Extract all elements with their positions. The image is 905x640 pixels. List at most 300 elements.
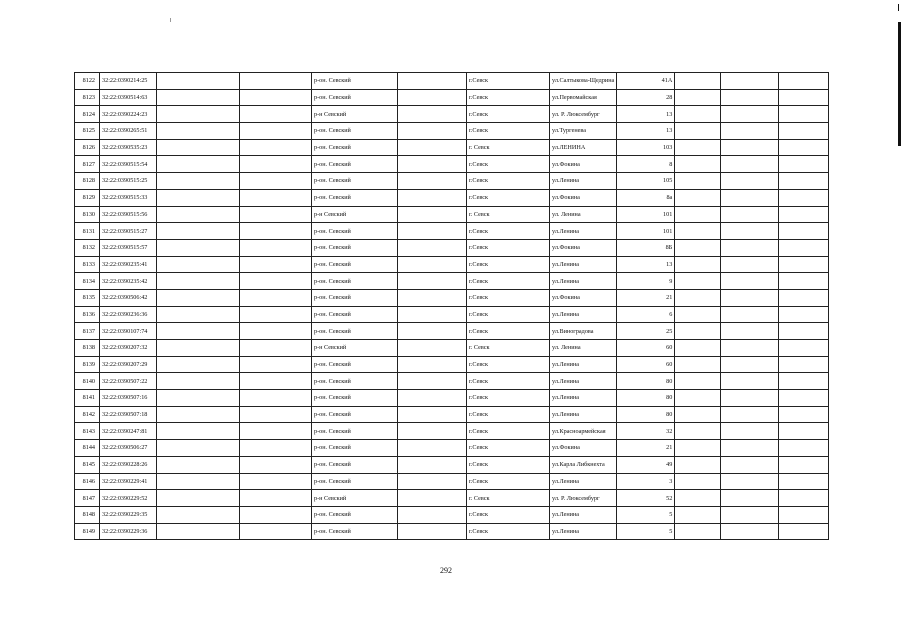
street-cell: ул.Ленина: [550, 273, 617, 290]
table-row: [75, 456, 829, 473]
empty-cell: [721, 373, 779, 390]
empty-cell: [779, 473, 829, 490]
empty-cell: [240, 473, 312, 490]
empty-cell: [398, 490, 467, 507]
empty-cell: [721, 173, 779, 190]
empty-cell: [779, 139, 829, 156]
empty-cell: [157, 373, 240, 390]
district-cell: р-он. Севский: [312, 323, 398, 340]
empty-cell: [675, 223, 721, 240]
empty-cell: [779, 73, 829, 90]
district-cell: р-он. Севский: [312, 139, 398, 156]
table-row: [75, 189, 829, 206]
empty-cell: [779, 406, 829, 423]
table-row: [75, 423, 829, 440]
table-row: [75, 173, 829, 190]
empty-cell: [240, 306, 312, 323]
district-cell: р-он. Севский: [312, 390, 398, 407]
district-cell: р-н Севский: [312, 490, 398, 507]
district-cell: р-н Севский: [312, 340, 398, 357]
street-cell: ул.Ленина: [550, 523, 617, 540]
empty-cell: [779, 440, 829, 457]
row-number-cell: 8132: [75, 239, 100, 256]
empty-cell: [721, 189, 779, 206]
cadastral-number-cell: 32:22:0390224:23: [100, 106, 157, 123]
city-cell: г.Севск: [467, 306, 550, 323]
district-cell: р-он. Севский: [312, 156, 398, 173]
district-cell: р-он. Севский: [312, 123, 398, 140]
row-number-cell: 8128: [75, 173, 100, 190]
empty-cell: [675, 373, 721, 390]
empty-cell: [398, 323, 467, 340]
empty-cell: [157, 490, 240, 507]
empty-cell: [675, 239, 721, 256]
cadastral-number-cell: 32:22:0390514:63: [100, 89, 157, 106]
empty-cell: [157, 323, 240, 340]
house-number-cell: 60: [617, 340, 675, 357]
cadastral-number-cell: 32:22:0390236:36: [100, 306, 157, 323]
cadastral-number-cell: 32:22:0390228:26: [100, 456, 157, 473]
empty-cell: [157, 123, 240, 140]
row-number-cell: 8147: [75, 490, 100, 507]
district-cell: р-он. Севский: [312, 456, 398, 473]
row-number-cell: 8138: [75, 340, 100, 357]
empty-cell: [779, 123, 829, 140]
empty-cell: [779, 173, 829, 190]
street-cell: ул.Тургенева: [550, 123, 617, 140]
empty-cell: [398, 173, 467, 190]
street-cell: ул.Ленина: [550, 473, 617, 490]
empty-cell: [398, 340, 467, 357]
street-cell: ул.Фокина: [550, 239, 617, 256]
cadastral-number-cell: 32:22:0390506:42: [100, 289, 157, 306]
empty-cell: [721, 423, 779, 440]
empty-cell: [240, 373, 312, 390]
street-cell: ул.Ленина: [550, 373, 617, 390]
city-cell: г.Севск: [467, 106, 550, 123]
cadastral-number-cell: 32:22:0390229:41: [100, 473, 157, 490]
empty-cell: [398, 356, 467, 373]
empty-cell: [675, 173, 721, 190]
city-cell: г.Севск: [467, 506, 550, 523]
house-number-cell: 60: [617, 356, 675, 373]
house-number-cell: 52: [617, 490, 675, 507]
empty-cell: [157, 340, 240, 357]
street-cell: ул.Ленина: [550, 356, 617, 373]
empty-cell: [157, 306, 240, 323]
house-number-cell: 9: [617, 273, 675, 290]
empty-cell: [157, 73, 240, 90]
empty-cell: [721, 506, 779, 523]
house-number-cell: 25: [617, 323, 675, 340]
cadastral-number-cell: 32:22:0390235:42: [100, 273, 157, 290]
district-cell: р-он. Севский: [312, 223, 398, 240]
empty-cell: [240, 223, 312, 240]
empty-cell: [398, 223, 467, 240]
city-cell: г.Севск: [467, 390, 550, 407]
city-cell: г. Севск: [467, 206, 550, 223]
row-number-cell: 8124: [75, 106, 100, 123]
street-cell: ул.Ленина: [550, 306, 617, 323]
house-number-cell: 80: [617, 373, 675, 390]
cadastral-number-cell: 32:22:0390515:25: [100, 173, 157, 190]
empty-cell: [157, 206, 240, 223]
empty-cell: [398, 406, 467, 423]
empty-cell: [240, 490, 312, 507]
empty-cell: [675, 273, 721, 290]
empty-cell: [398, 239, 467, 256]
empty-cell: [779, 239, 829, 256]
empty-cell: [675, 189, 721, 206]
empty-cell: [157, 256, 240, 273]
house-number-cell: 41А: [617, 73, 675, 90]
empty-cell: [779, 256, 829, 273]
empty-cell: [721, 289, 779, 306]
empty-cell: [240, 356, 312, 373]
table-row: [75, 490, 829, 507]
row-number-cell: 8123: [75, 89, 100, 106]
empty-cell: [240, 390, 312, 407]
empty-cell: [398, 473, 467, 490]
row-number-cell: 8149: [75, 523, 100, 540]
street-cell: ул. Ленина: [550, 206, 617, 223]
empty-cell: [779, 223, 829, 240]
empty-cell: [675, 390, 721, 407]
empty-cell: [675, 89, 721, 106]
empty-cell: [398, 440, 467, 457]
empty-cell: [157, 356, 240, 373]
district-cell: р-он. Севский: [312, 256, 398, 273]
table-row: [75, 406, 829, 423]
empty-cell: [240, 189, 312, 206]
cadastral-number-cell: 32:22:0390235:41: [100, 256, 157, 273]
empty-cell: [240, 173, 312, 190]
street-cell: ул. Р. Люксембург: [550, 106, 617, 123]
empty-cell: [240, 123, 312, 140]
empty-cell: [240, 523, 312, 540]
cadastral-number-cell: 32:22:0390515:57: [100, 239, 157, 256]
cadastral-number-cell: 32:22:0390515:56: [100, 206, 157, 223]
empty-cell: [721, 406, 779, 423]
empty-cell: [721, 390, 779, 407]
empty-cell: [675, 256, 721, 273]
empty-cell: [721, 356, 779, 373]
empty-cell: [721, 156, 779, 173]
row-number-cell: 8126: [75, 139, 100, 156]
empty-cell: [398, 189, 467, 206]
cadastral-number-cell: 32:22:0390229:52: [100, 490, 157, 507]
table-row: [75, 223, 829, 240]
house-number-cell: 32: [617, 423, 675, 440]
row-number-cell: 8142: [75, 406, 100, 423]
empty-cell: [779, 506, 829, 523]
street-cell: ул.Фокина: [550, 440, 617, 457]
empty-cell: [398, 89, 467, 106]
page-number: 292: [440, 566, 452, 575]
empty-cell: [157, 106, 240, 123]
district-cell: р-он. Севский: [312, 289, 398, 306]
empty-cell: [240, 106, 312, 123]
street-cell: ул.Ленина: [550, 506, 617, 523]
house-number-cell: 8Б: [617, 239, 675, 256]
table-row: [75, 206, 829, 223]
house-number-cell: 13: [617, 123, 675, 140]
row-number-cell: 8134: [75, 273, 100, 290]
empty-cell: [240, 289, 312, 306]
row-number-cell: 8143: [75, 423, 100, 440]
empty-cell: [398, 306, 467, 323]
empty-cell: [675, 139, 721, 156]
empty-cell: [157, 406, 240, 423]
street-cell: ул. Ленина: [550, 340, 617, 357]
empty-cell: [157, 456, 240, 473]
row-number-cell: 8141: [75, 390, 100, 407]
scan-mark: [170, 18, 171, 22]
street-cell: ул.Ленина: [550, 390, 617, 407]
city-cell: г.Севск: [467, 223, 550, 240]
cadastral-number-cell: 32:22:0390515:54: [100, 156, 157, 173]
empty-cell: [675, 156, 721, 173]
city-cell: г.Севск: [467, 473, 550, 490]
row-number-cell: 8131: [75, 223, 100, 240]
row-number-cell: 8129: [75, 189, 100, 206]
empty-cell: [675, 356, 721, 373]
cadastral-number-cell: 32:22:0390265:51: [100, 123, 157, 140]
empty-cell: [721, 206, 779, 223]
empty-cell: [779, 340, 829, 357]
cadastral-number-cell: 32:22:0390107:74: [100, 323, 157, 340]
table-row: [75, 73, 829, 90]
empty-cell: [398, 373, 467, 390]
house-number-cell: 80: [617, 390, 675, 407]
empty-cell: [398, 456, 467, 473]
house-number-cell: 21: [617, 289, 675, 306]
table-row: [75, 256, 829, 273]
city-cell: г.Севск: [467, 256, 550, 273]
empty-cell: [398, 73, 467, 90]
empty-cell: [157, 89, 240, 106]
empty-cell: [779, 189, 829, 206]
cadastral-number-cell: 32:22:0390507:16: [100, 390, 157, 407]
empty-cell: [779, 390, 829, 407]
empty-cell: [398, 506, 467, 523]
district-cell: р-он. Севский: [312, 306, 398, 323]
table-row: [75, 390, 829, 407]
empty-cell: [721, 440, 779, 457]
empty-cell: [675, 490, 721, 507]
city-cell: г.Севск: [467, 423, 550, 440]
street-cell: ул.Ленина: [550, 406, 617, 423]
empty-cell: [240, 206, 312, 223]
city-cell: г.Севск: [467, 356, 550, 373]
scan-mark: [898, 4, 899, 11]
row-number-cell: 8130: [75, 206, 100, 223]
district-cell: р-он. Севский: [312, 73, 398, 90]
city-cell: г.Севск: [467, 273, 550, 290]
cadastral-number-cell: 32:22:0390214:25: [100, 73, 157, 90]
empty-cell: [240, 456, 312, 473]
city-cell: г.Севск: [467, 523, 550, 540]
cadastral-number-cell: 32:22:0390229:35: [100, 506, 157, 523]
city-cell: г.Севск: [467, 323, 550, 340]
street-cell: ул.Фокина: [550, 289, 617, 306]
empty-cell: [675, 406, 721, 423]
district-cell: р-он. Севский: [312, 373, 398, 390]
house-number-cell: 28: [617, 89, 675, 106]
empty-cell: [240, 506, 312, 523]
empty-cell: [721, 323, 779, 340]
district-cell: р-он. Севский: [312, 273, 398, 290]
table-row: [75, 373, 829, 390]
district-cell: р-он. Севский: [312, 506, 398, 523]
empty-cell: [240, 340, 312, 357]
empty-cell: [675, 206, 721, 223]
empty-cell: [157, 173, 240, 190]
empty-cell: [157, 423, 240, 440]
cadastral-number-cell: 32:22:0390207:29: [100, 356, 157, 373]
cadastral-number-cell: 32:22:0390535:23: [100, 139, 157, 156]
empty-cell: [779, 456, 829, 473]
empty-cell: [721, 523, 779, 540]
district-cell: р-он. Севский: [312, 173, 398, 190]
property-table: [74, 72, 829, 540]
street-cell: ул.Ленина: [550, 223, 617, 240]
table-row: [75, 440, 829, 457]
empty-cell: [240, 139, 312, 156]
cadastral-number-cell: 32:22:0390229:36: [100, 523, 157, 540]
empty-cell: [240, 73, 312, 90]
table-row: [75, 89, 829, 106]
cadastral-number-cell: 32:22:0390506:27: [100, 440, 157, 457]
row-number-cell: 8137: [75, 323, 100, 340]
empty-cell: [675, 123, 721, 140]
table-row: [75, 239, 829, 256]
empty-cell: [675, 340, 721, 357]
table-body: [75, 73, 829, 540]
empty-cell: [779, 273, 829, 290]
cadastral-number-cell: 32:22:0390207:32: [100, 340, 157, 357]
house-number-cell: 49: [617, 456, 675, 473]
house-number-cell: 101: [617, 223, 675, 240]
table-row: [75, 306, 829, 323]
empty-cell: [240, 440, 312, 457]
empty-cell: [721, 473, 779, 490]
table-row: [75, 123, 829, 140]
row-number-cell: 8140: [75, 373, 100, 390]
empty-cell: [779, 156, 829, 173]
city-cell: г. Севск: [467, 490, 550, 507]
empty-cell: [779, 289, 829, 306]
empty-cell: [721, 223, 779, 240]
table-row: [75, 356, 829, 373]
empty-cell: [721, 73, 779, 90]
house-number-cell: 101: [617, 206, 675, 223]
row-number-cell: 8133: [75, 256, 100, 273]
empty-cell: [779, 89, 829, 106]
city-cell: г.Севск: [467, 440, 550, 457]
empty-cell: [398, 156, 467, 173]
empty-cell: [240, 323, 312, 340]
empty-cell: [157, 139, 240, 156]
row-number-cell: 8136: [75, 306, 100, 323]
empty-cell: [157, 273, 240, 290]
row-number-cell: 8139: [75, 356, 100, 373]
empty-cell: [675, 106, 721, 123]
house-number-cell: 13: [617, 106, 675, 123]
empty-cell: [779, 356, 829, 373]
empty-cell: [157, 523, 240, 540]
city-cell: г.Севск: [467, 406, 550, 423]
district-cell: р-он. Севский: [312, 406, 398, 423]
district-cell: р-н Севский: [312, 206, 398, 223]
empty-cell: [721, 239, 779, 256]
empty-cell: [157, 223, 240, 240]
street-cell: ул.Первомайская: [550, 89, 617, 106]
district-cell: р-он. Севский: [312, 523, 398, 540]
empty-cell: [675, 440, 721, 457]
city-cell: г.Севск: [467, 123, 550, 140]
table-row: [75, 289, 829, 306]
empty-cell: [779, 206, 829, 223]
city-cell: г.Севск: [467, 239, 550, 256]
house-number-cell: 3: [617, 473, 675, 490]
street-cell: ул.Виноградова: [550, 323, 617, 340]
empty-cell: [779, 523, 829, 540]
house-number-cell: 8а: [617, 189, 675, 206]
empty-cell: [398, 139, 467, 156]
cadastral-number-cell: 32:22:0390507:18: [100, 406, 157, 423]
empty-cell: [721, 106, 779, 123]
street-cell: ул.Ленина: [550, 256, 617, 273]
empty-cell: [675, 73, 721, 90]
empty-cell: [721, 490, 779, 507]
empty-cell: [779, 373, 829, 390]
cadastral-number-cell: 32:22:0390515:27: [100, 223, 157, 240]
street-cell: ул.Салтыкова-Щедрина: [550, 73, 617, 90]
street-cell: ул.ЛЕНИНА: [550, 139, 617, 156]
row-number-cell: 8148: [75, 506, 100, 523]
table-row: [75, 523, 829, 540]
empty-cell: [157, 506, 240, 523]
empty-cell: [398, 390, 467, 407]
empty-cell: [398, 206, 467, 223]
district-cell: р-он. Севский: [312, 423, 398, 440]
district-cell: р-он. Севский: [312, 239, 398, 256]
table-row: [75, 139, 829, 156]
table-row: [75, 506, 829, 523]
table-row: [75, 156, 829, 173]
house-number-cell: 103: [617, 139, 675, 156]
empty-cell: [721, 273, 779, 290]
street-cell: ул.Красноармейская: [550, 423, 617, 440]
scan-edge-bar: [898, 22, 901, 146]
row-number-cell: 8146: [75, 473, 100, 490]
district-cell: р-он. Севский: [312, 89, 398, 106]
cadastral-number-cell: 32:22:0390507:22: [100, 373, 157, 390]
empty-cell: [398, 423, 467, 440]
row-number-cell: 8122: [75, 73, 100, 90]
empty-cell: [157, 289, 240, 306]
empty-cell: [721, 123, 779, 140]
city-cell: г. Севск: [467, 340, 550, 357]
house-number-cell: 105: [617, 173, 675, 190]
district-cell: р-н Севский: [312, 106, 398, 123]
empty-cell: [779, 323, 829, 340]
city-cell: г.Севск: [467, 289, 550, 306]
empty-cell: [157, 156, 240, 173]
empty-cell: [398, 289, 467, 306]
house-number-cell: 80: [617, 406, 675, 423]
